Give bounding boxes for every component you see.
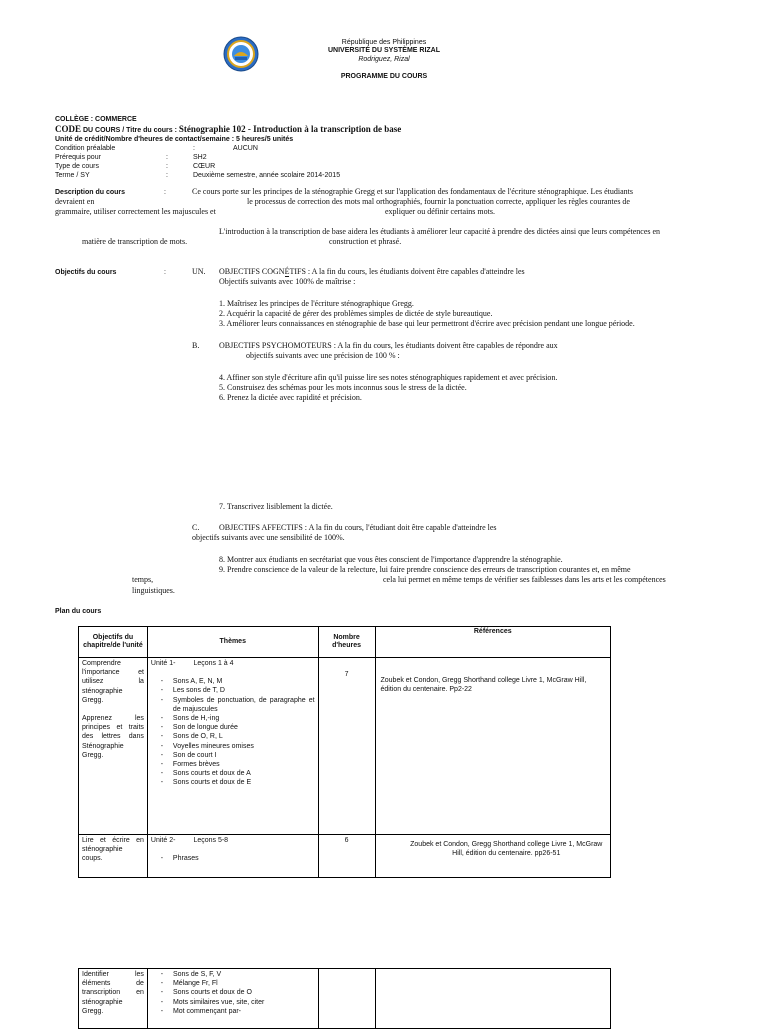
header-themes: Thèmes: [147, 627, 318, 658]
underline-mark: [285, 276, 289, 277]
list-item: - Son de court I: [160, 751, 217, 759]
info-label-3: Terme / SY: [55, 172, 90, 179]
row2-objective: Lire et écrire en sténographie coups.: [79, 835, 148, 878]
objective-b-item-4: 4. Affiner son style d'écriture afin qu'il puisse lire ses notes sténographiques rapidement et avec précision.: [219, 373, 558, 382]
units-line: Unité de crédit/Nombre d'heures de contact/semaine : 5 heures/5 unités: [55, 136, 294, 143]
row2-lesson: Leçons 5-8: [193, 837, 229, 844]
row3-objective: Identifier les éléments de transcription en sténographie Gregg.: [79, 969, 148, 1029]
description-p1-line2b: le processus de correction des mots mal orthographiés, fournir la ponctuation correcte, appliquer les règles courantes de: [247, 197, 630, 206]
objective-a-item-1: 1. Maîtrisez les principes de l'écriture sténographique Gregg.: [219, 299, 414, 308]
objective-c-line2: objectifs suivants avec une sensibilité de 100%.: [192, 533, 345, 542]
objective-a-line1: OBJECTIFS COGNÉTIFS : A la fin du cours, les étudiants doivent être capables d'atteindre les: [219, 267, 525, 276]
info-value-0: AUCUN: [233, 145, 258, 152]
row2-reference: Zoubek et Condon, Gregg Shorthand college Livre 1, McGraw Hill, édition du centenaire. pp26-51: [375, 835, 611, 878]
description-p1-line2a: devraient en: [55, 197, 95, 206]
objective-c-line1: OBJECTIFS AFFECTIFS : A la fin du cours, l'étudiant doit être capable d'atteindre les: [219, 523, 497, 532]
list-item: - Symboles de ponctuation, de paragraphe et de majuscules: [160, 696, 315, 713]
list-item: - Mot commençant par-: [160, 1007, 242, 1015]
row1-objective-a: Comprendre l'importance et utilisez la sténographie Gregg.: [82, 660, 144, 704]
course-plan-table: [78, 626, 611, 878]
list-item: - Voyelles mineures omises: [160, 742, 254, 750]
objectives-label: Objectifs du cours: [55, 269, 117, 276]
objective-a-item-3: 3. Améliorer leurs connaissances en sténographie de base qui leur permettront d'écrire avec précision pendant une longue période.: [219, 319, 635, 328]
list-item: - Mélange Fr, Fl: [160, 980, 218, 988]
objective-c-item-9-line3: linguistiques.: [132, 586, 175, 595]
info-label-2: Type de cours: [55, 163, 99, 170]
course-plan-table-continued: [78, 968, 611, 1029]
objective-a-item-2: 2. Acquérir la capacité de gérer des problèmes simples de dictée de style bureautique.: [219, 309, 493, 318]
row1-lesson: Leçons 1 à 4: [193, 660, 234, 667]
objective-b-item-6: 6. Prenez la dictée avec rapidité et précision.: [219, 393, 362, 402]
objective-c-item-9-line2a: temps,: [132, 575, 154, 584]
info-value-3: Deuxième semestre, année scolaire 2014-2015: [193, 172, 341, 179]
objective-b-line2: objectifs suivants avec une précision de 100 % :: [246, 351, 400, 360]
list-item: - Son de longue durée: [160, 724, 238, 732]
header-location: Rodriguez, Rizal: [358, 56, 410, 63]
objective-c-item-9-line2b: cela lui permet en même temps de vérifier ses faiblesses dans les arts et les compétences: [383, 575, 666, 584]
row1-reference: Zoubek et Condon, Gregg Shorthand college Livre 1, McGraw Hill, édition du centenaire. Pp2-22: [375, 658, 611, 835]
college-line: COLLÈGE : COMMERCE: [55, 116, 137, 123]
objectives-colon: :: [164, 269, 166, 276]
description-colon: :: [164, 189, 166, 196]
description-p2-line1: L'introduction à la transcription de base aidera les étudiants à améliorer leur capacité à prendre des dictées ainsi que leurs compétences en: [219, 227, 661, 236]
list-item: - Phrases: [160, 855, 199, 863]
code-prefix: CODE: [55, 124, 82, 134]
info-colon-2: :: [166, 163, 168, 170]
info-label-1: Prérequis pour: [55, 154, 101, 161]
description-p1-line1: Ce cours porte sur les principes de la sténographie Gregg et sur l'application des fondamentaux de l'écriture sténographique. Les étudiants: [192, 187, 633, 196]
header-university: UNIVERSITÉ DU SYSTÈME RIZAL: [327, 47, 440, 54]
objective-a-prefix: UN.: [192, 267, 206, 276]
objective-b-item-7: 7. Transcrivez lisiblement la dictée.: [219, 502, 333, 511]
objective-c-item-8: 8. Montrer aux étudiants en secrétariat que vous êtes conscient de l'importance d'apprendre la sténographie.: [219, 555, 563, 564]
list-item: - Sons A, E, N, M: [160, 678, 223, 686]
list-item: - Sons courts et doux de A: [160, 770, 251, 778]
objective-b-line1: OBJECTIFS PSYCHOMOTEURS : A la fin du cours, les étudiants doivent être capables de répondre aux: [219, 341, 558, 350]
course-title: Sténographie 102 - Introduction à la transcription de base: [178, 124, 402, 134]
row2-hours: 6: [318, 835, 375, 878]
info-colon-3: :: [166, 172, 168, 179]
list-item: - Mots similaires vue, site, citer: [160, 998, 265, 1006]
row2-unit: Unité 2-: [150, 837, 176, 844]
info-colon-0: :: [193, 145, 195, 152]
table-row: [79, 835, 611, 878]
list-item: - Sons de H,-ing: [160, 715, 220, 723]
header-objectives: Objectifs du chapitre/de l'unité: [79, 627, 148, 658]
list-item: - Les sons de T, D: [160, 687, 225, 695]
objective-b-prefix: B.: [192, 341, 200, 350]
row1-objective-b: Apprenez les principes et traits des lettres dans Sténographie Gregg.: [82, 715, 144, 759]
table-row: [79, 658, 611, 835]
description-p1-line3a: grammaire, utiliser correctement les majuscules et: [55, 207, 216, 216]
description-p2-line2a: matière de transcription de mots.: [82, 237, 188, 246]
objective-c-item-9-line1: 9. Prendre conscience de la valeur de la relecture, lui faire prendre conscience des erreurs de transcription courantes et, en même: [219, 565, 631, 574]
list-item: - Sons de S, F, V: [160, 971, 222, 978]
header-program: PROGRAMME DU COURS: [340, 73, 428, 80]
list-item: - Sons courts et doux de E: [160, 779, 252, 787]
info-value-2: CŒUR: [193, 163, 216, 170]
header-hours: Nombre d'heures: [318, 627, 375, 658]
list-item: - Formes brèves: [160, 761, 220, 769]
list-item: - Sons courts et doux de O: [160, 989, 252, 997]
objective-b-item-5: 5. Construisez des schémas pour les mots inconnus sous le stress de la dictée.: [219, 383, 467, 392]
info-value-1: SH2: [193, 154, 207, 161]
info-label-0: Condition préalable: [55, 145, 116, 152]
table-header-row: [79, 627, 611, 658]
row1-hours: 7: [318, 658, 375, 835]
info-colon-1: :: [166, 154, 168, 161]
description-p1-line3b: expliquer ou définir certains mots.: [385, 207, 495, 216]
objective-c-prefix: C.: [192, 523, 200, 532]
table-row: [79, 969, 611, 1029]
description-label: Description du cours: [55, 189, 126, 196]
plan-label: Plan du cours: [55, 608, 102, 615]
header-country: République des Philippines: [341, 39, 427, 46]
list-item: - Sons de O, R, L: [160, 733, 223, 741]
header-references: Références: [375, 627, 611, 658]
code-small: DU COURS / Titre du cours :: [81, 127, 179, 134]
row1-unit: Unité 1-: [150, 660, 176, 667]
description-p2-line2b: construction et phrasé.: [329, 237, 402, 246]
objective-a-line2: Objectifs suivants avec 100% de maîtrise :: [219, 277, 356, 286]
